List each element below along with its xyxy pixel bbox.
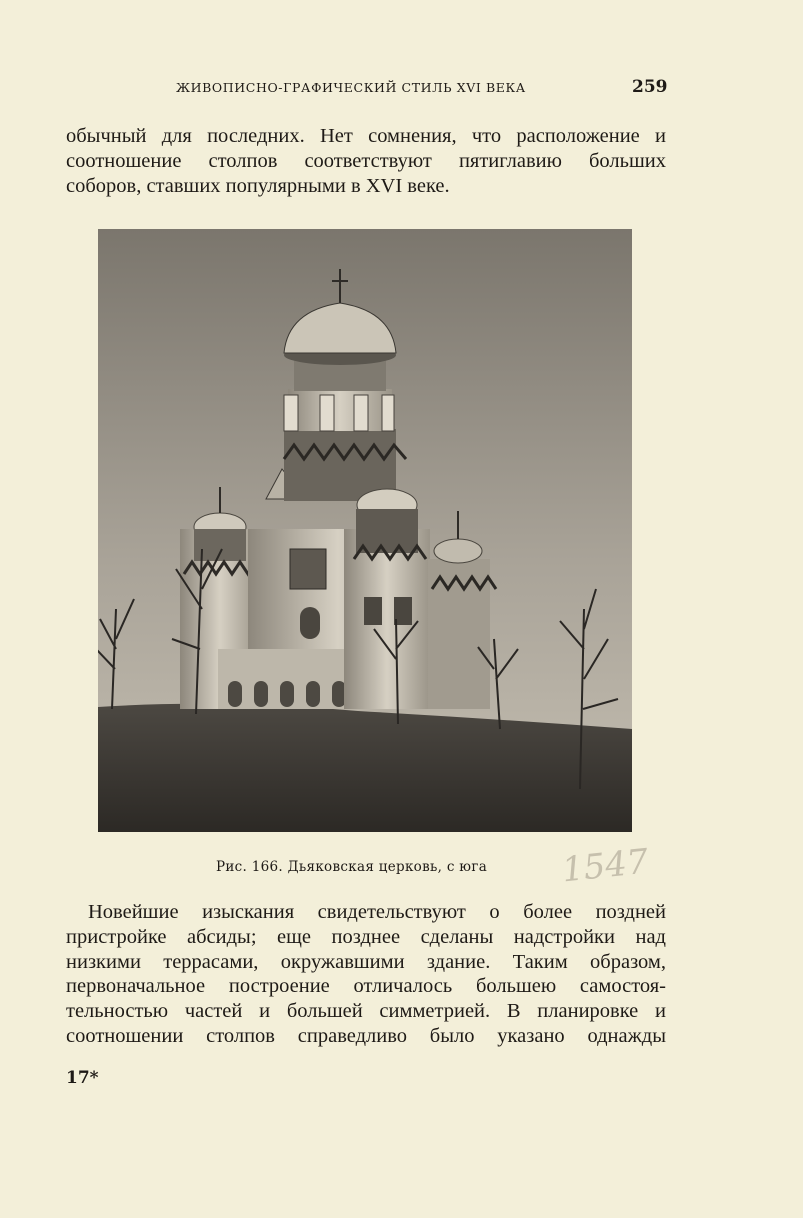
text-line: низкими террасами, окружавшими здание. Таким образом, xyxy=(66,950,666,973)
church-illustration xyxy=(98,229,632,832)
page-number: 259 xyxy=(632,77,668,97)
text-line: первоначальное построение отличалось большею самостоя- xyxy=(66,975,666,998)
running-title: ЖИВОПИСНО-ГРАФИЧЕСКИЙ СТИЛЬ XVI ВЕКА xyxy=(176,80,526,95)
paragraph-bottom xyxy=(66,900,666,1049)
paragraph-top xyxy=(66,124,666,198)
text-line: соотношении столпов справедливо было указано однажды xyxy=(66,1024,666,1047)
text-line: обычный для последних. Нет сомнения, что расположение и xyxy=(66,125,666,147)
text-line: тельностью частей и большей симметрией. В планировке и xyxy=(66,1000,666,1023)
signature-mark: 17* xyxy=(66,1068,99,1088)
text-line: пристройке абсиды; еще позднее сделаны надстройки над xyxy=(66,925,666,948)
handwritten-note: 1547 xyxy=(560,841,651,891)
text-line: соборов, ставших популярными в XVI веке. xyxy=(66,174,450,197)
figure-caption: Рис. 166. Дьяковская церковь, с юга xyxy=(216,859,488,875)
church-photograph xyxy=(98,229,632,832)
text-line: соотношение столпов соответствуют пятиглавию больших xyxy=(66,149,666,172)
text-line: Новейшие изыскания свидетельствуют о более поздней xyxy=(88,901,666,923)
